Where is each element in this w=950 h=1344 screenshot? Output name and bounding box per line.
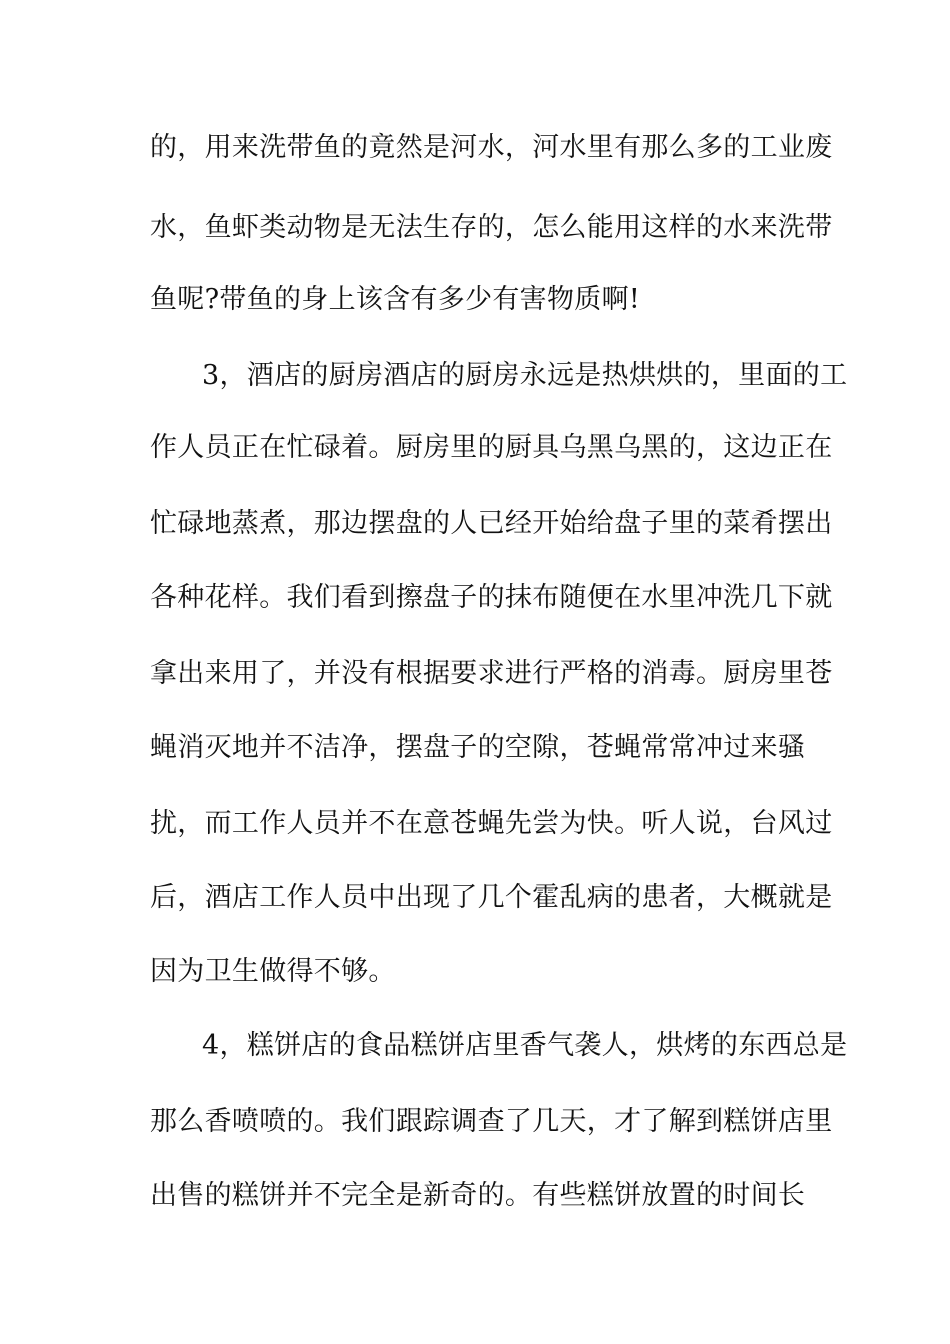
text-line-10: 扰，而工作人员并不在意苍蝇先尝为快。听人说，台风过 xyxy=(150,808,833,839)
text-line-7: 各种花样。我们看到擦盘子的抹布随便在水里冲洗几下就 xyxy=(150,582,833,613)
paragraph-4-line-1: 4，糕饼店的食品糕饼店里香气袭人，烘烤的东西总是 xyxy=(202,1030,848,1061)
text-line-15: 出售的糕饼并不完全是新奇的。有些糕饼放置的时间长 xyxy=(150,1180,806,1211)
text-line-8: 拿出来用了，并没有根据要求进行严格的消毒。厨房里苍 xyxy=(150,658,833,689)
text-line-9: 蝇消灭地并不洁净，摆盘子的空隙，苍蝇常常冲过来骚 xyxy=(150,732,806,763)
text-line-1: 的，用来洗带鱼的竟然是河水，河水里有那么多的工业废 xyxy=(150,132,833,163)
text-line-12: 因为卫生做得不够。 xyxy=(150,956,396,987)
text-line-5: 作人员正在忙碌着。厨房里的厨具乌黑乌黑的，这边正在 xyxy=(150,432,833,463)
paragraph-3-line-1: 3，酒店的厨房酒店的厨房永远是热烘烘的，里面的工 xyxy=(202,360,848,391)
text-line-14: 那么香喷喷的。我们跟踪调查了几天，才了解到糕饼店里 xyxy=(150,1106,833,1137)
text-line-2: 水，鱼虾类动物是无法生存的，怎么能用这样的水来洗带 xyxy=(150,212,833,243)
text-line-11: 后，酒店工作人员中出现了几个霍乱病的患者，大概就是 xyxy=(150,882,833,913)
text-line-3: 鱼呢?带鱼的身上该含有多少有害物质啊! xyxy=(150,284,641,315)
text-line-6: 忙碌地蒸煮，那边摆盘的人已经开始给盘子里的菜肴摆出 xyxy=(150,508,833,539)
